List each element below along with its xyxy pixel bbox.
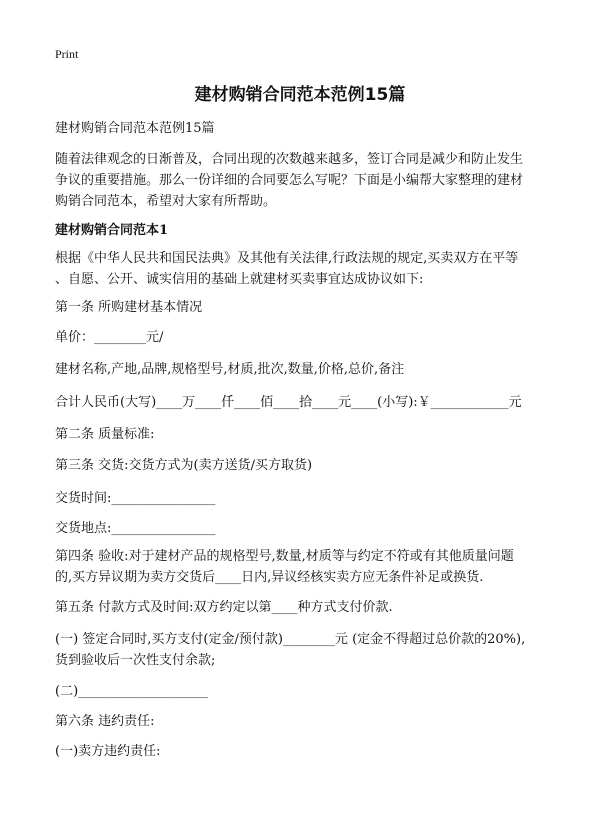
paragraph-line: 的,买方异议期为卖方交货后____日内,异议经核实卖方应无条件补足或换货. — [55, 570, 484, 585]
intro-line-1: 随着法律观念的日渐普及，合同出现的次数越来越多，签订合同是减少和防止发生 — [55, 152, 524, 167]
paragraph-line: 第四条 验收:对于建材产品的规格型号,数量,材质等与约定不符或有其他质量问题 — [55, 549, 514, 564]
section-heading: 建材购销合同范本1 — [55, 223, 169, 238]
subtitle-line: 建材购销合同范本范例15篇 — [55, 121, 215, 136]
print-link[interactable]: Print — [55, 47, 79, 61]
article-heading: 第六条 违约责任: — [55, 714, 155, 729]
paragraph-line: 根据《中华人民共和国民法典》及其他有关法律,行政法规的规定,买卖双方在平等 — [55, 251, 519, 266]
payment-option-1-line: (一) 签定合同时,买方支付(定金/预付款)________元 (定金不得超过总价款的20%), — [55, 632, 526, 647]
intro-line-3: 购销合同范本，希望对大家有所帮助。 — [55, 194, 277, 209]
total-amount-line: 合计人民币(大写)____万____仟____佰____拾____元____(小写):￥____________元 — [55, 395, 522, 410]
article-heading: 第三条 交货:交货方式为(卖方送货/买方取货) — [55, 458, 313, 473]
material-fields-line: 建材名称,产地,品牌,规格型号,材质,批次,数量,价格,总价,备注 — [55, 362, 405, 377]
payment-line: 第五条 付款方式及时间:双方约定以第____种方式支付价款. — [55, 600, 393, 615]
intro-line-2: 争议的重要措施。那么一份详细的合同要怎么写呢？下面是小编帮大家整理的建材 — [55, 173, 524, 188]
article-heading: 第二条 质量标准: — [55, 427, 155, 442]
unit-price-line: 单价：________元/ — [55, 330, 164, 345]
delivery-place-line: 交货地点:________________ — [55, 521, 216, 536]
payment-option-2-line: (二)____________________ — [55, 684, 209, 699]
paragraph-line: 、自愿、公开、诚实信用的基础上就建材买卖事宜达成协议如下: — [55, 272, 424, 287]
document-title: 建材购销合同范本范例15篇 — [194, 85, 406, 105]
payment-option-1-line: 货到验收后一次性支付余款; — [55, 653, 216, 668]
article-heading: 第一条 所购建材基本情况 — [55, 300, 203, 315]
seller-liability-line: (一)卖方违约责任: — [55, 744, 161, 759]
delivery-time-line: 交货时间:________________ — [55, 491, 216, 506]
